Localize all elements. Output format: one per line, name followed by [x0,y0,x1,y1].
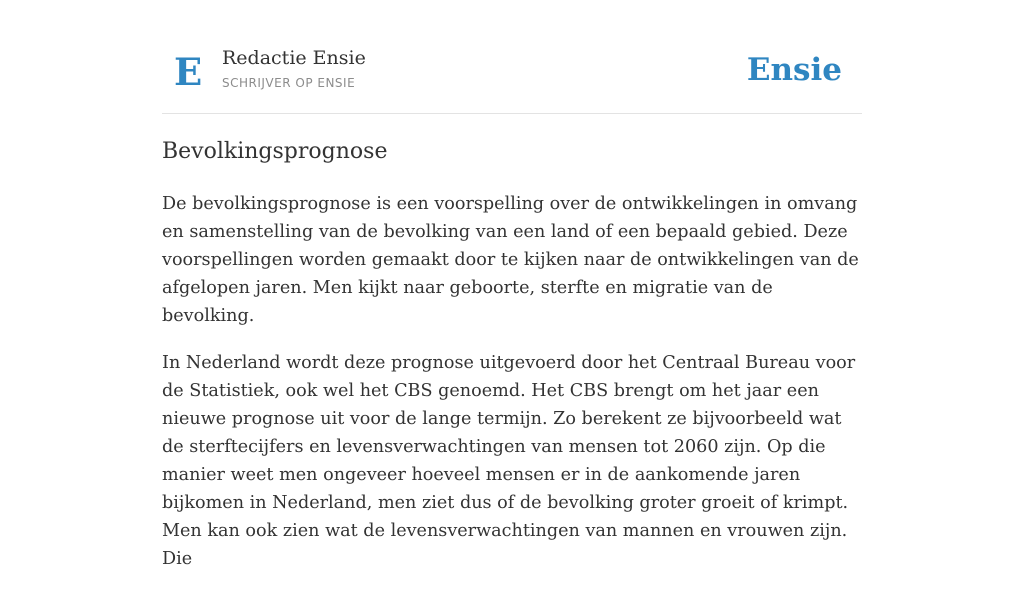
author-avatar[interactable]: E [174,50,203,94]
article-body [162,190,862,592]
author-role: SCHRIJVER OP ENSIE [222,76,356,90]
article-paragraph: De bevolkingsprognose is een voorspelling over de ontwikkelingen in omvang en samenstelling van de bevolking van een land of een bepaald gebied. Deze voorspellingen worden gemaakt door te kijken naar de ontwikkelingen van de afgelopen jaren. Men kijkt naar geboorte, sterfte en migratie van de bevolking. [162,194,859,326]
article-title: Bevolkingsprognose [162,139,388,164]
author-name[interactable]: Redactie Ensie [222,47,366,69]
article-paragraph: In Nederland wordt deze prognose uitgevoerd door het Centraal Bureau voor de Statistiek, ook wel het CBS genoemd. Het CBS brengt om het jaar een nieuwe prognose uit voor de lange termijn. Zo berekent ze bijvoorbeeld wat de sterftecijfers en levensverwachtingen van mensen tot 2060 zijn. Op die manier weet men ongeveer hoeveel mensen er in de aankomende jaren bijkomen in Nederland, men ziet dus of de bevolking groter groeit of krimpt. Men kan ook zien wat de levensverwachtingen van mannen en vrouwen zijn. Die [162,353,856,569]
brand-logo[interactable]: Ensie [746,52,842,88]
author-header [162,36,862,114]
